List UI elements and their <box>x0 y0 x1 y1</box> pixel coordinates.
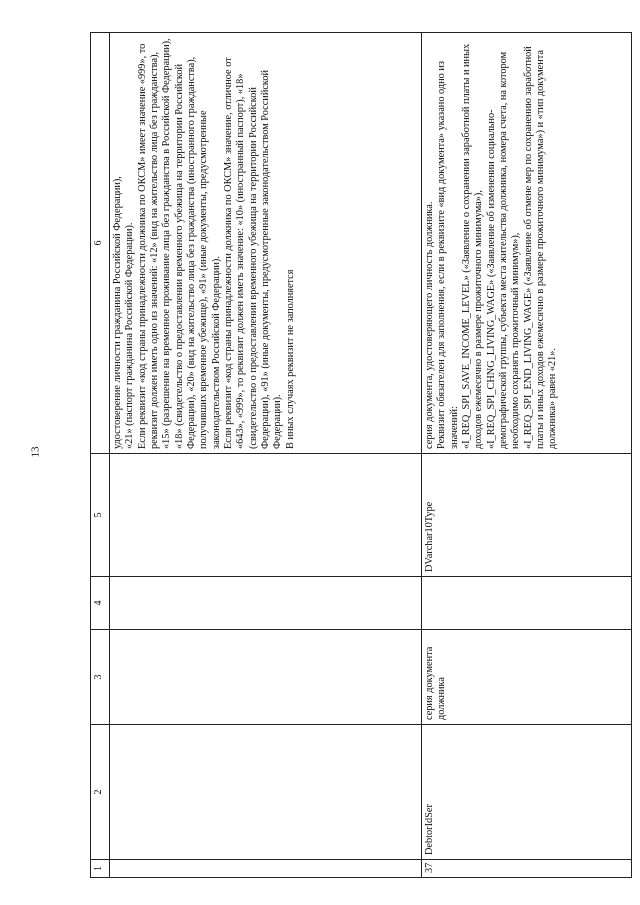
header-col-5: 5 <box>91 454 110 577</box>
row-field-name: DebtorIdSer <box>422 725 632 860</box>
page-number: 13 <box>29 446 42 458</box>
details-line: Реквизит обязателен для заполнения, если в реквизите «вид документа» указано одно из значений: <box>436 61 460 449</box>
table-header-row <box>91 33 110 878</box>
header-col-2: 2 <box>91 725 110 860</box>
details-line: «I_REQ_SPI_END_LIVING_WAGE» («Заявление об отмене мер по сохранению заработной платы и иных доходов ежемесячно в размере прожиточного минимума») и «тип документа должника» равен «21». <box>522 46 559 449</box>
row-col-4 <box>422 577 632 630</box>
continuation-cell-5 <box>110 454 422 577</box>
continuation-cell-1 <box>110 860 422 878</box>
row-number: 37 <box>422 860 632 878</box>
continuation-description <box>110 33 422 454</box>
details-line: «I_REQ_SPI_SAVE_INCOME_LEVEL» («Заявление о сохранении заработной платы и иных доходов ежемесячно в размере прожиточного минимума»), <box>461 43 485 449</box>
details-line: серия документа, удостоверяющего личность должника. <box>424 201 435 449</box>
details-line: «I_REQ_SPI_CHNG_LIVING_WAGE» («Заявление об изменении социально-демографической группы, субъекта места жительства должника, номера счета, на котором необходимо сохранять прожиточный минимум»), <box>485 51 522 449</box>
continuation-line: «21» (паспорт гражданина Российской Федерации). <box>124 222 136 449</box>
header-col-6: 6 <box>91 33 110 454</box>
requisites-table <box>90 32 632 878</box>
header-col-3: 3 <box>91 630 110 725</box>
table-row-continuation <box>110 33 422 878</box>
header-col-1: 1 <box>91 860 110 878</box>
row-field-type: DVarchar10Type <box>422 454 632 577</box>
continuation-line: В иных случаях реквизит не заполняется <box>284 269 296 449</box>
continuation-cell-4 <box>110 577 422 630</box>
continuation-line: Если реквизит «код страны принадлежности должника по ОКСМ» значение, отличное от «643», «999», то реквизит должен иметь значение: «10» (иностранный паспорт), «18» (свидетельство о предоставлении временного убежища на территории Российской Федерации), «91» (иные документы, предусмотренные законодательством Российской Федерации). <box>223 57 284 449</box>
continuation-line: Если реквизит «код страны принадлежности должника по ОКСМ» имеет значение «999», то реквизит должен иметь одно из значений: «12» (вид на жительство лица без гражданства), <box>136 43 161 449</box>
continuation-line: «18» (свидетельство о предоставлении временного убежища на территории Российской Федерации), «20» (вид на жительство лица без гражданства (иностранного гражданства), получивших временное убежище), «91» (иные документы, предусмотренные законодательством Российской Федерации). <box>173 56 222 449</box>
continuation-cell-2 <box>110 725 422 860</box>
continuation-line: «15» (разрешение на временное проживание лица без гражданства в Российской Федерации), <box>161 38 173 449</box>
rotated-page-content <box>90 33 600 878</box>
continuation-line: удостоверение личности гражданина Российской Федерации), <box>112 176 123 449</box>
row-field-description: серия документа должника <box>422 630 632 725</box>
table-row <box>422 33 632 878</box>
header-col-4: 4 <box>91 577 110 630</box>
row-details <box>422 33 632 454</box>
continuation-cell-3 <box>110 630 422 725</box>
